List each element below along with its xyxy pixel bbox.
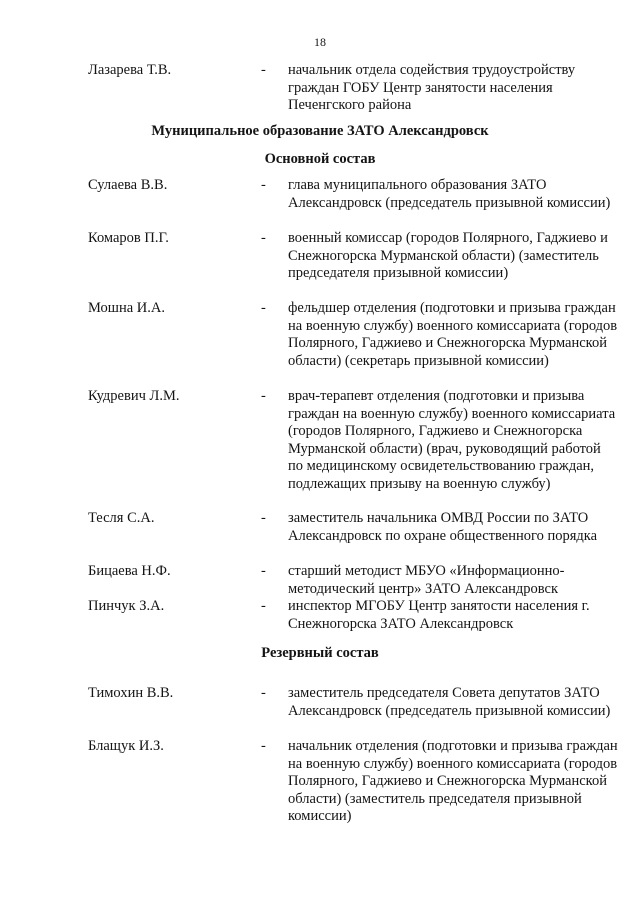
section-title: Муниципальное образование ЗАТО Александровск <box>151 123 489 139</box>
member-role: старший методист МБУО «Информационно-методический центр» ЗАТО Александровск <box>288 563 565 597</box>
member-name: Кудревич Л.М. <box>88 388 180 404</box>
member-name: Бицаева Н.Ф. <box>88 563 171 579</box>
dash-separator: - <box>261 177 266 193</box>
member-role: военный комиссар (городов Полярного, Гаджиево и Снежногорска Мурманской области) (заместитель председателя призывной комиссии) <box>288 230 608 281</box>
dash-separator: - <box>261 685 266 701</box>
reserve-composition-title: Резервный состав <box>261 645 379 661</box>
member-name: Тимохин В.В. <box>88 685 174 701</box>
member-role: инспектор МГОБУ Центр занятости населения г. Снежногорска ЗАТО Александровск <box>288 598 590 632</box>
dash-separator: - <box>261 62 266 78</box>
member-role: начальник отделения (подготовки и призыва граждан на военную службу) военного комиссариата (городов Полярного, Гаджиево и Снежногорска Мурманской области) (заместитель председателя призывной комиссии) <box>288 738 618 824</box>
member-name: Блащук И.З. <box>88 738 164 754</box>
member-role: глава муниципального образования ЗАТО Александровск (председатель призывной комиссии) <box>288 177 611 211</box>
dash-separator: - <box>261 510 266 526</box>
dash-separator: - <box>261 563 266 579</box>
member-name: Комаров П.Г. <box>88 230 169 246</box>
dash-separator: - <box>261 300 266 316</box>
dash-separator: - <box>261 738 266 754</box>
member-role: заместитель председателя Совета депутатов ЗАТО Александровск (председатель призывной комиссии) <box>288 685 611 719</box>
member-name: Мошна И.А. <box>88 300 165 316</box>
member-role: заместитель начальника ОМВД России по ЗАТО Александровск по охране общественного порядка <box>288 510 598 544</box>
page-number: 18 <box>314 35 326 49</box>
member-role: фельдшер отделения (подготовки и призыва граждан на военную службу) военного комиссариата (городов Полярного, Гаджиево и Снежногорска Мурманской области) (секретарь призывной комиссии) <box>288 300 618 369</box>
dash-separator: - <box>261 388 266 404</box>
member-name: Сулаева В.В. <box>88 177 168 193</box>
member-role: врач-терапевт отделения (подготовки и призыва граждан на военную службу) военного комиссариата (городов Полярного, Гаджиево и Снежногорска Мурманской области) (врач, руководящий работой по медицинскому освидетельствованию граждан, подлежащих призыву на военную службу) <box>288 388 616 492</box>
dash-separator: - <box>261 230 266 246</box>
member-name: Лазарева Т.В. <box>88 62 172 78</box>
member-role: начальник отдела содействия трудоустройству граждан ГОБУ Центр занятости населения Печенгского района <box>288 62 576 113</box>
member-name: Тесля С.А. <box>88 510 155 526</box>
dash-separator: - <box>261 598 266 614</box>
member-name: Пинчук З.А. <box>88 598 165 614</box>
main-composition-title: Основной состав <box>264 151 376 167</box>
